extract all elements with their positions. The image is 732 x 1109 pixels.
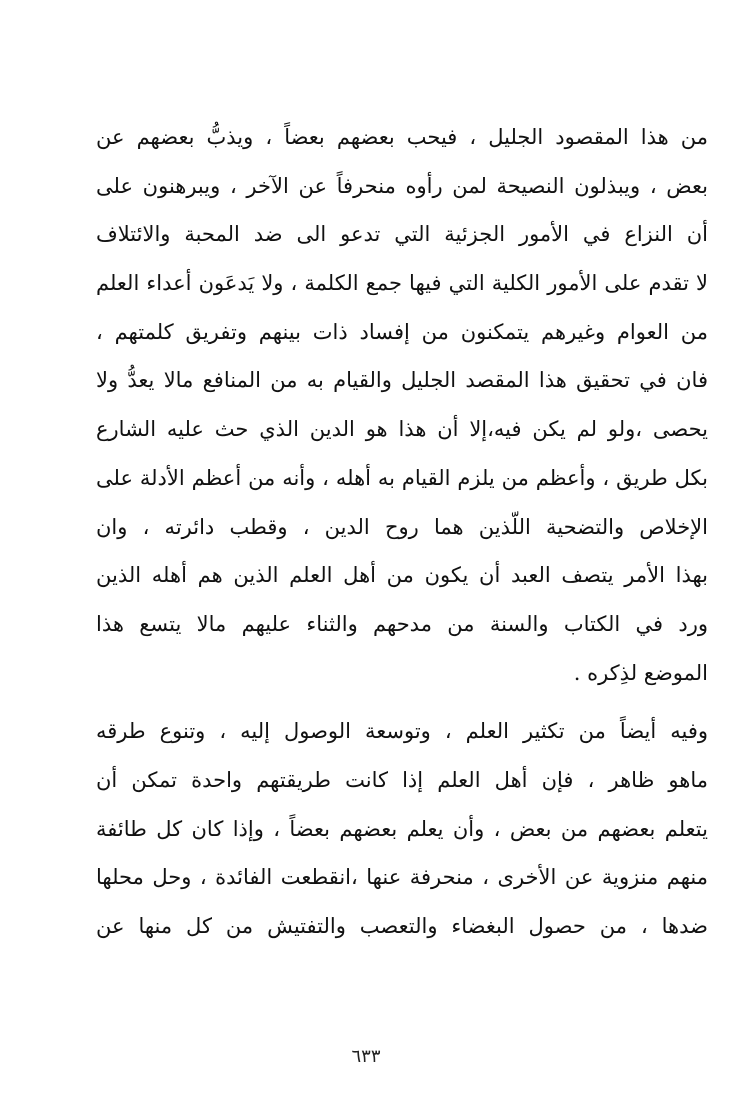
paragraph-gap [96, 697, 708, 707]
text-line: يحصى ،ولو لم يكن فيه،إلا أن هذا هو الدين الذي حث عليه الشارع [96, 417, 708, 442]
text-line: فان في تحقيق هذا المقصد الجليل والقيام به من المنافع مالا يعدُّ ولا [96, 368, 708, 393]
text-line: الإخلاص والتضحية اللّذين هما روح الدين ، وقطب دائرته ، وان [96, 514, 708, 539]
text-line: بعض ، ويبذلون النصيحة لمن رأوه منحرفاً عن الآخر ، ويبرهنون على [96, 173, 708, 198]
text-line: من العوام وغيرهم يتمكنون من إفساد ذات بينهم وتفريق كلمتهم ، [96, 319, 708, 344]
text-line: الموضع لذِكره . [573, 660, 708, 685]
text-line: لا تقدم على الأمور الكلية التي فيها جمع الكلمة ، ولا يَدعَون أعداء العلم [96, 271, 708, 296]
text-line: بكل طريق ، وأعظم من يلزم القيام به أهله ، وأنه من أعظم الأدلة على [96, 465, 708, 490]
text-line: من هذا المقصود الجليل ، فيحب بعضهم بعضاً ، ويذبُّ بعضهم عن [96, 125, 708, 149]
page-number: ٦٣٣ [351, 1046, 381, 1067]
text-line: ورد في الكتاب والسنة من مدحهم والثناء عليهم مالا يتسع هذا [96, 611, 708, 636]
text-line: منهم منزوية عن الأخرى ، منحرفة عنها ،انقطعت الفائدة ، وحل محلها [96, 865, 708, 890]
text-line: يتعلم بعضهم من بعض ، وأن يعلم بعضهم بعضاً ، وإذا كان كل طائفة [96, 816, 708, 841]
text-line: بهذا الأمر يتصف العبد أن يكون من أهل العلم الذين هم أهله الذين [96, 563, 708, 588]
text-line: ضدها ، من حصول البغضاء والتعصب والتفتيش من كل منها عن [96, 914, 708, 938]
text-line: وفيه أيضاً من تكثير العلم ، وتوسعة الوصول إليه ، وتنوع طرقه [96, 719, 708, 744]
text-line: أن النزاع في الأمور الجزئية التي تدعو الى ضد المحبة والائتلاف [96, 222, 708, 247]
body-text [96, 113, 708, 951]
text-line: ماهو ظاهر ، فإن أهل العلم إذا كانت طريقتهم واحدة تمكن أن [96, 767, 708, 792]
